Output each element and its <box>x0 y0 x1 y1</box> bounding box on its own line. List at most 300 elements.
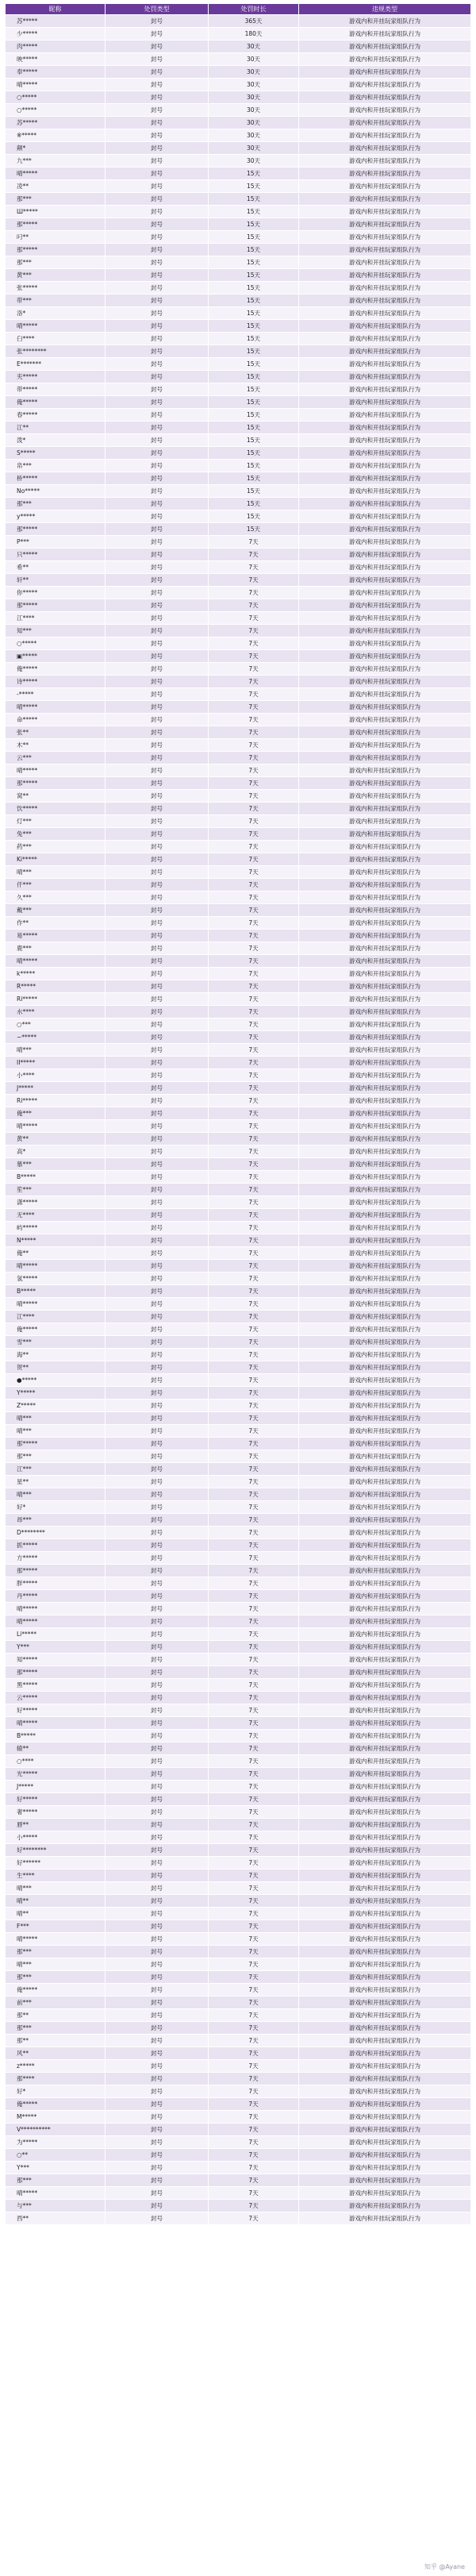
punish-type-cell: 封号 <box>106 472 209 485</box>
punish-duration-cell: 7天 <box>209 1095 299 1107</box>
punish-type-cell: 封号 <box>106 371 209 383</box>
table-row <box>6 752 471 764</box>
punish-type-cell: 封号 <box>106 1349 209 1361</box>
table-row <box>6 358 471 371</box>
punish-duration-cell: 7天 <box>209 1247 299 1260</box>
table-row <box>6 307 471 320</box>
punish-duration-cell: 7天 <box>209 1031 299 1044</box>
nickname-cell: 晴*** <box>6 1412 106 1425</box>
nickname-cell: k***** <box>6 968 106 980</box>
punish-type-cell: 封号 <box>106 2060 209 2073</box>
table-row <box>6 676 471 688</box>
punish-type-cell: 封号 <box>106 1996 209 2009</box>
punish-type-cell: 封号 <box>106 549 209 561</box>
table-row <box>6 1374 471 1387</box>
table-row <box>6 2162 471 2174</box>
punish-duration-cell: 7天 <box>209 1920 299 1933</box>
table-row <box>6 1107 471 1120</box>
punish-duration-cell: 7天 <box>209 1069 299 1082</box>
nickname-cell: ○***** <box>6 104 106 117</box>
violation-type-cell: 游戏内和开挂玩家组队行为 <box>299 472 471 485</box>
table-row <box>6 549 471 561</box>
punish-type-cell: 封号 <box>106 2124 209 2136</box>
violation-type-cell: 游戏内和开挂玩家组队行为 <box>299 574 471 587</box>
punish-duration-cell: 30天 <box>209 53 299 66</box>
punish-type-cell: 封号 <box>106 180 209 193</box>
punish-type-cell: 封号 <box>106 777 209 790</box>
table-row <box>6 1298 471 1311</box>
punish-type-cell: 封号 <box>106 2073 209 2085</box>
nickname-cell: 映***** <box>6 53 106 66</box>
table-row <box>6 2073 471 2085</box>
nickname-cell: 九*** <box>6 155 106 167</box>
punish-type-cell: 封号 <box>106 28 209 40</box>
punish-type-cell: 封号 <box>106 320 209 333</box>
nickname-cell: J***** <box>6 1082 106 1095</box>
table-row <box>6 2174 471 2187</box>
table-row <box>6 1463 471 1476</box>
punish-type-cell: 封号 <box>106 1603 209 1615</box>
violation-type-cell: 游戏内和开挂玩家组队行为 <box>299 2136 471 2149</box>
table-row <box>6 650 471 663</box>
punish-duration-cell: 7天 <box>209 2149 299 2162</box>
punish-duration-cell: 7天 <box>209 1882 299 1895</box>
punish-duration-cell: 7天 <box>209 1107 299 1120</box>
punish-type-cell: 封号 <box>106 599 209 612</box>
nickname-cell: 晴***** <box>6 320 106 333</box>
nickname-cell: 小***** <box>6 1831 106 1844</box>
punish-type-cell: 封号 <box>106 1247 209 1260</box>
violation-type-cell: 游戏内和开挂玩家组队行为 <box>299 777 471 790</box>
violation-type-cell: 游戏内和开挂玩家组队行为 <box>299 1387 471 1400</box>
table-row <box>6 396 471 409</box>
violation-type-cell: 游戏内和开挂玩家组队行为 <box>299 218 471 231</box>
table-row <box>6 587 471 599</box>
nickname-cell: 知***** <box>6 1654 106 1666</box>
punish-type-cell: 封号 <box>106 968 209 980</box>
punish-type-cell: 封号 <box>106 536 209 549</box>
punish-type-cell: 封号 <box>106 1323 209 1336</box>
punish-duration-cell: 7天 <box>209 2085 299 2098</box>
violation-type-cell: 游戏内和开挂玩家组队行为 <box>299 1349 471 1361</box>
table-row <box>6 625 471 637</box>
punish-type-cell: 封号 <box>106 688 209 701</box>
violation-type-cell: 游戏内和开挂玩家组队行为 <box>299 1628 471 1641</box>
violation-type-cell: 游戏内和开挂玩家组队行为 <box>299 536 471 549</box>
punish-duration-cell: 15天 <box>209 371 299 383</box>
nickname-cell: 与*** <box>6 2200 106 2212</box>
nickname-cell: 那** <box>6 2009 106 2022</box>
punish-type-cell: 封号 <box>106 2035 209 2047</box>
punish-type-cell: 封号 <box>106 485 209 498</box>
punish-type-cell: 封号 <box>106 498 209 510</box>
table-row <box>6 917 471 930</box>
punish-type-cell: 封号 <box>106 460 209 472</box>
table-row <box>6 320 471 333</box>
nickname-cell: 潇***** <box>6 1196 106 1209</box>
violation-type-cell: 游戏内和开挂玩家组队行为 <box>299 1209 471 1222</box>
punish-type-cell: 封号 <box>106 1552 209 1565</box>
table-row <box>6 739 471 752</box>
punish-duration-cell: 7天 <box>209 1450 299 1463</box>
table-row <box>6 574 471 587</box>
punish-type-cell: 封号 <box>106 993 209 1006</box>
punish-duration-cell: 7天 <box>209 1311 299 1323</box>
violation-type-cell: 游戏内和开挂玩家组队行为 <box>299 1120 471 1133</box>
nickname-cell: 夹***** <box>6 371 106 383</box>
violation-type-cell: 游戏内和开挂玩家组队行为 <box>299 307 471 320</box>
nickname-cell: ○**** <box>6 1755 106 1768</box>
nickname-cell: ○***** <box>6 91 106 104</box>
nickname-cell: 带*** <box>6 295 106 307</box>
punish-duration-cell: 7天 <box>209 1501 299 1514</box>
punish-duration-cell: 7天 <box>209 663 299 676</box>
table-row <box>6 1958 471 1971</box>
violation-type-cell: 游戏内和开挂玩家组队行为 <box>299 688 471 701</box>
punish-type-cell: 封号 <box>106 1908 209 1920</box>
violation-type-cell: 游戏内和开挂玩家组队行为 <box>299 1654 471 1666</box>
nickname-cell: 凌** <box>6 180 106 193</box>
table-row <box>6 1996 471 2009</box>
table-row <box>6 2212 471 2225</box>
table-row <box>6 1590 471 1603</box>
table-row <box>6 1793 471 1806</box>
nickname-cell: 抓***** <box>6 1539 106 1552</box>
table-row <box>6 142 471 155</box>
ban-list-sheet <box>5 3 470 2225</box>
punish-type-cell: 封号 <box>106 815 209 828</box>
punish-duration-cell: 15天 <box>209 167 299 180</box>
table-row <box>6 1895 471 1908</box>
punish-type-cell: 封号 <box>106 1196 209 1209</box>
punish-type-cell: 封号 <box>106 1057 209 1069</box>
violation-type-cell: 游戏内和开挂玩家组队行为 <box>299 2174 471 2187</box>
punish-duration-cell: 7天 <box>209 1590 299 1603</box>
violation-type-cell: 游戏内和开挂玩家组队行为 <box>299 1044 471 1057</box>
punish-duration-cell: 7天 <box>209 2124 299 2136</box>
violation-type-cell: 游戏内和开挂玩家组队行为 <box>299 1882 471 1895</box>
nickname-cell: ~***** <box>6 1031 106 1044</box>
punish-duration-cell: 15天 <box>209 422 299 434</box>
punish-duration-cell: 15天 <box>209 320 299 333</box>
punish-type-cell: 封号 <box>106 1438 209 1450</box>
nickname-cell: 好****** <box>6 1857 106 1869</box>
punish-type-cell: 封号 <box>106 1374 209 1387</box>
nickname-cell: 那*** <box>6 1946 106 1958</box>
nickname-cell: 晴***** <box>6 955 106 968</box>
violation-type-cell: 游戏内和开挂玩家组队行为 <box>299 1552 471 1565</box>
violation-type-cell: 游戏内和开挂玩家组队行为 <box>299 1768 471 1781</box>
violation-type-cell: 游戏内和开挂玩家组队行为 <box>299 1527 471 1539</box>
table-row <box>6 422 471 434</box>
table-row <box>6 803 471 815</box>
punish-type-cell: 封号 <box>106 612 209 625</box>
punish-type-cell: 封号 <box>106 1412 209 1425</box>
nickname-cell: 好***** <box>6 1793 106 1806</box>
punish-duration-cell: 7天 <box>209 1057 299 1069</box>
punish-duration-cell: 7天 <box>209 2073 299 2085</box>
table-row <box>6 1552 471 1565</box>
violation-type-cell: 游戏内和开挂玩家组队行为 <box>299 2022 471 2035</box>
punish-duration-cell: 7天 <box>209 879 299 891</box>
violation-type-cell: 游戏内和开挂玩家组队行为 <box>299 295 471 307</box>
nickname-cell: 江*** <box>6 1463 106 1476</box>
nickname-cell: 命***** <box>6 714 106 726</box>
violation-type-cell: 游戏内和开挂玩家组队行为 <box>299 1171 471 1184</box>
watermark: 知乎 @Ayane <box>424 2563 465 2570</box>
punish-duration-cell: 7天 <box>209 1603 299 1615</box>
violation-type-cell: 游戏内和开挂玩家组队行为 <box>299 841 471 853</box>
nickname-cell: E******* <box>6 358 106 371</box>
punish-duration-cell: 7天 <box>209 841 299 853</box>
punish-duration-cell: 7天 <box>209 1908 299 1920</box>
nickname-cell: 鹿*** <box>6 942 106 955</box>
violation-type-cell: 游戏内和开挂玩家组队行为 <box>299 853 471 866</box>
punish-duration-cell: 7天 <box>209 1425 299 1438</box>
table-row <box>6 104 471 117</box>
punish-type-cell: 封号 <box>106 1857 209 1869</box>
nickname-cell: 那*** <box>6 1450 106 1463</box>
violation-type-cell: 游戏内和开挂玩家组队行为 <box>299 498 471 510</box>
punish-type-cell: 封号 <box>106 1069 209 1082</box>
punish-duration-cell: 7天 <box>209 1463 299 1476</box>
table-row <box>6 1971 471 1984</box>
nickname-cell: F*** <box>6 1920 106 1933</box>
punish-duration-cell: 7天 <box>209 1336 299 1349</box>
punish-type-cell: 封号 <box>106 1488 209 1501</box>
punish-duration-cell: 7天 <box>209 955 299 968</box>
nickname-cell: Ш***** <box>6 206 106 218</box>
punish-type-cell: 封号 <box>106 853 209 866</box>
punish-duration-cell: 7天 <box>209 561 299 574</box>
table-row <box>6 1920 471 1933</box>
punish-duration-cell: 7天 <box>209 1476 299 1488</box>
punish-duration-cell: 180天 <box>209 28 299 40</box>
punish-duration-cell: 15天 <box>209 485 299 498</box>
nickname-cell: 戴*** <box>6 904 106 917</box>
table-row <box>6 409 471 422</box>
table-row <box>6 663 471 676</box>
punish-duration-cell: 7天 <box>209 942 299 955</box>
violation-type-cell: 游戏内和开挂玩家组队行为 <box>299 1730 471 1742</box>
table-row <box>6 1273 471 1285</box>
punish-type-cell: 封号 <box>106 333 209 345</box>
punish-duration-cell: 7天 <box>209 2162 299 2174</box>
punish-duration-cell: 15天 <box>209 218 299 231</box>
nickname-cell: 晴*** <box>6 1425 106 1438</box>
punish-type-cell: 封号 <box>106 1336 209 1349</box>
punish-duration-cell: 7天 <box>209 612 299 625</box>
punish-type-cell: 封号 <box>106 1031 209 1044</box>
table-row <box>6 1031 471 1044</box>
nickname-cell: 那*** <box>6 2022 106 2035</box>
nickname-cell: 光***** <box>6 1768 106 1781</box>
punish-type-cell: 封号 <box>106 904 209 917</box>
violation-type-cell: 游戏内和开挂玩家组队行为 <box>299 1438 471 1450</box>
nickname-cell: R***** <box>6 980 106 993</box>
punish-type-cell: 封号 <box>106 1171 209 1184</box>
nickname-cell: ○*** <box>6 1018 106 1031</box>
table-row <box>6 2149 471 2162</box>
violation-type-cell: 游戏内和开挂玩家组队行为 <box>299 180 471 193</box>
punish-duration-cell: 15天 <box>209 307 299 320</box>
punish-duration-cell: 15天 <box>209 269 299 282</box>
punish-duration-cell: 7天 <box>209 1857 299 1869</box>
violation-type-cell: 游戏内和开挂玩家组队行为 <box>299 1971 471 1984</box>
violation-type-cell: 游戏内和开挂玩家组队行为 <box>299 1857 471 1869</box>
punish-duration-cell: 7天 <box>209 1488 299 1501</box>
punish-type-cell: 封号 <box>106 1450 209 1463</box>
punish-type-cell: 封号 <box>106 2174 209 2187</box>
punish-type-cell: 封号 <box>106 1501 209 1514</box>
nickname-cell: 高* <box>6 1146 106 1158</box>
violation-type-cell: 游戏内和开挂玩家组队行为 <box>299 1412 471 1425</box>
nickname-cell: 江**** <box>6 612 106 625</box>
punish-type-cell: 封号 <box>106 1539 209 1552</box>
violation-type-cell: 游戏内和开挂玩家组队行为 <box>299 1374 471 1387</box>
table-row <box>6 155 471 167</box>
violation-type-cell: 游戏内和开挂玩家组队行为 <box>299 1565 471 1577</box>
nickname-cell: 俺***** <box>6 663 106 676</box>
nickname-cell: S***** <box>6 447 106 460</box>
violation-type-cell: 游戏内和开挂玩家组队行为 <box>299 650 471 663</box>
punish-duration-cell: 7天 <box>209 1527 299 1539</box>
violation-type-cell: 游戏内和开挂玩家组队行为 <box>299 1692 471 1704</box>
punish-type-cell: 封号 <box>106 752 209 764</box>
punish-type-cell: 封号 <box>106 1679 209 1692</box>
punish-duration-cell: 7天 <box>209 803 299 815</box>
punish-duration-cell: 15天 <box>209 447 299 460</box>
nickname-cell: 小**** <box>6 1069 106 1082</box>
violation-type-cell: 游戏内和开挂玩家组队行为 <box>299 1247 471 1260</box>
punish-duration-cell: 7天 <box>209 688 299 701</box>
punish-duration-cell: 30天 <box>209 117 299 129</box>
punish-duration-cell: 7天 <box>209 2187 299 2200</box>
punish-type-cell: 封号 <box>106 879 209 891</box>
punish-duration-cell: 7天 <box>209 968 299 980</box>
punish-type-cell: 封号 <box>106 1400 209 1412</box>
violation-type-cell: 游戏内和开挂玩家组队行为 <box>299 1234 471 1247</box>
punish-duration-cell: 15天 <box>209 472 299 485</box>
punish-type-cell: 封号 <box>106 866 209 879</box>
punish-type-cell: 封号 <box>106 295 209 307</box>
punish-type-cell: 封号 <box>106 1260 209 1273</box>
punish-type-cell: 封号 <box>106 1844 209 1857</box>
punish-type-cell: 封号 <box>106 2022 209 2035</box>
punish-duration-cell: 7天 <box>209 1260 299 1273</box>
table-row <box>6 1361 471 1374</box>
punish-type-cell: 封号 <box>106 1806 209 1819</box>
nickname-cell: 丹***** <box>6 1590 106 1603</box>
punish-duration-cell: 7天 <box>209 2098 299 2111</box>
nickname-cell: 晴** <box>6 1895 106 1908</box>
nickname-cell: 那**** <box>6 2073 106 2085</box>
table-row <box>6 764 471 777</box>
punish-type-cell: 封号 <box>106 1234 209 1247</box>
table-row <box>6 2098 471 2111</box>
violation-type-cell: 游戏内和开挂玩家组队行为 <box>299 1031 471 1044</box>
table-row <box>6 1488 471 1501</box>
table-row <box>6 866 471 879</box>
table-row <box>6 1565 471 1577</box>
table-row <box>6 1908 471 1920</box>
punish-duration-cell: 15天 <box>209 358 299 371</box>
table-row <box>6 1501 471 1514</box>
nickname-cell: 仟*** <box>6 879 106 891</box>
punish-type-cell: 封号 <box>106 91 209 104</box>
punish-duration-cell: 7天 <box>209 1146 299 1158</box>
nickname-cell: 俺***** <box>6 396 106 409</box>
nickname-cell: -***** <box>6 688 106 701</box>
punish-duration-cell: 15天 <box>209 383 299 396</box>
nickname-cell: 那***** <box>6 1565 106 1577</box>
table-row <box>6 701 471 714</box>
table-row <box>6 1476 471 1488</box>
punish-duration-cell: 7天 <box>209 1374 299 1387</box>
nickname-cell: B***** <box>6 1730 106 1742</box>
punish-duration-cell: 7天 <box>209 587 299 599</box>
nickname-cell: 方***** <box>6 1552 106 1565</box>
punish-duration-cell: 15天 <box>209 409 299 422</box>
violation-type-cell: 游戏内和开挂玩家组队行为 <box>299 358 471 371</box>
nickname-cell: 兔*** <box>6 828 106 841</box>
violation-type-cell: 游戏内和开挂玩家组队行为 <box>299 2187 471 2200</box>
punish-duration-cell: 7天 <box>209 2035 299 2047</box>
violation-type-cell: 游戏内和开挂玩家组队行为 <box>299 231 471 244</box>
punish-type-cell: 封号 <box>106 1641 209 1654</box>
punish-duration-cell: 7天 <box>209 714 299 726</box>
punish-duration-cell: 7天 <box>209 980 299 993</box>
punish-type-cell: 封号 <box>106 155 209 167</box>
nickname-cell: 辕** <box>6 1742 106 1755</box>
punish-type-cell: 封号 <box>106 167 209 180</box>
punish-type-cell: 封号 <box>106 1082 209 1095</box>
punish-type-cell: 封号 <box>106 739 209 752</box>
nickname-cell: 知*** <box>6 625 106 637</box>
punish-type-cell: 封号 <box>106 345 209 358</box>
punish-duration-cell: 7天 <box>209 1946 299 1958</box>
nickname-cell: 晴***** <box>6 1120 106 1133</box>
violation-type-cell: 游戏内和开挂玩家组队行为 <box>299 117 471 129</box>
punish-type-cell: 封号 <box>106 129 209 142</box>
nickname-cell: 窝** <box>6 790 106 803</box>
nickname-cell: Y*** <box>6 1641 106 1654</box>
punish-type-cell: 封号 <box>106 841 209 853</box>
punish-duration-cell: 7天 <box>209 1234 299 1247</box>
punish-type-cell: 封号 <box>106 2009 209 2022</box>
punish-duration-cell: 15天 <box>209 523 299 536</box>
punish-type-cell: 封号 <box>106 726 209 739</box>
punish-duration-cell: 15天 <box>209 193 299 206</box>
table-row <box>6 1882 471 1895</box>
table-row <box>6 447 471 460</box>
punish-duration-cell: 7天 <box>209 1196 299 1209</box>
punish-duration-cell: 7天 <box>209 1996 299 2009</box>
table-row <box>6 777 471 790</box>
nickname-cell: 唇** <box>6 1819 106 1831</box>
punish-duration-cell: 30天 <box>209 66 299 79</box>
punish-type-cell: 封号 <box>106 1920 209 1933</box>
table-row <box>6 2022 471 2035</box>
table-row <box>6 383 471 396</box>
punish-duration-cell: 7天 <box>209 1577 299 1590</box>
nickname-cell: 那***** <box>6 777 106 790</box>
table-row <box>6 1400 471 1412</box>
punish-type-cell: 封号 <box>106 1311 209 1323</box>
nickname-cell: 晴***** <box>6 1615 106 1628</box>
violation-type-cell: 游戏内和开挂玩家组队行为 <box>299 955 471 968</box>
nickname-cell: 桥***** <box>6 472 106 485</box>
